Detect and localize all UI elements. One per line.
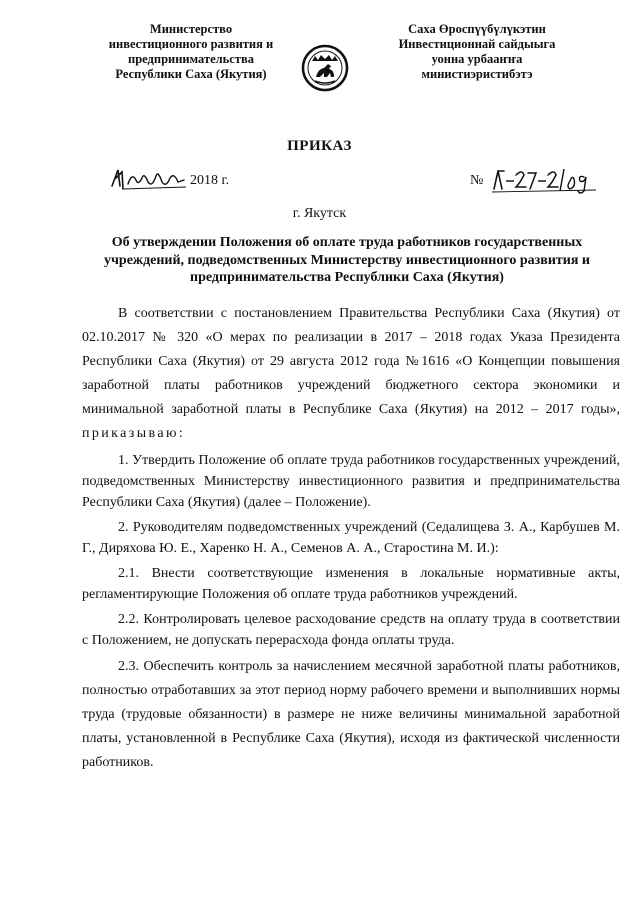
ministry-name-line: инвестиционного развития и xyxy=(108,37,274,51)
republic-emblem-icon xyxy=(301,44,349,92)
ministry-name-line: Саха Өроспүүбүлүкэтин xyxy=(408,22,546,36)
clause-1: 1. Утвердить Положение об оплате труда работников государственных учреждений, подведомственных Министерству инвестиционного развития и предпринимательства Республики Саха (Якутия) (далее – Положение). xyxy=(82,453,620,510)
clause-2-2: 2.2. Контролировать целевое расходование средств на оплату труда в соответствии с Положением, не допускать перерасхода фонда оплаты труда. xyxy=(82,612,620,648)
ministry-name-line: предпринимательства xyxy=(128,52,254,66)
clause-2: 2. Руководителям подведомственных учреждений (Седалищева З. А., Карбушев М. Г., Диряхова Ю. Е., Харенко Н. А., Семенов А. А., Старостина М. И.): xyxy=(82,520,620,556)
order-verb: приказываю: xyxy=(82,426,186,441)
ministry-name-yakut xyxy=(382,22,572,82)
ministry-name-line: министиэристибэтэ xyxy=(421,67,533,81)
order-body xyxy=(82,302,620,775)
order-year: 2018 г. xyxy=(190,173,230,188)
order-subject: Об утверждении Положения об оплате труда работников государственных учреждений, подведомственных Министерству инвестиционного развития и предпринимательства Республики Саха (Якутия) xyxy=(104,235,590,285)
ministry-name-line: Министерство xyxy=(149,22,233,36)
handwritten-number xyxy=(490,165,600,195)
ministry-name-line: Республики Саха (Якутия) xyxy=(115,67,267,81)
preamble-paragraph xyxy=(82,302,620,446)
ministry-name-russian xyxy=(96,22,286,82)
handwritten-date xyxy=(108,164,188,194)
ministry-name-line: Инвестиционнай сайдыыга xyxy=(398,37,556,51)
order-number xyxy=(470,165,620,195)
clause-2-1: 2.1. Внести соответствующие изменения в локальные нормативные акты, регламентирующие Положения об оплате труда работников учреждений. xyxy=(82,566,620,602)
city-name: г. Якутск xyxy=(292,206,347,221)
document-title: ПРИКАЗ xyxy=(287,138,352,154)
ministry-name-line: уонна урбааҥҥа xyxy=(431,52,523,66)
preamble-text: В соответствии с постановлением Правительства Республики Саха (Якутия) от 02.10.2017 № 320 «О мерах по реализации в 2017 – 2018 годах Указа Президента Республики Саха (Якутия) от 29 августа 2012 года №1616 «О Концепции повышения заработной платы работников учреждений бюджетного сектора экономики и минимальной заработной платы в Республике Саха (Якутия) на 2012 – 2017 годы», xyxy=(82,306,620,417)
clause-2-3: 2.3. Обеспечить контроль за начислением месячной заработной платы работников, полностью отработавших за этот период норму рабочего времени и выполнивших нормы труда (трудовые обязанности) в размере не ниже величины минимальной заработной платы, установленной в Республике Саха (Якутия), исходя из фактической численности работников. xyxy=(82,659,620,770)
number-sign: № xyxy=(470,173,484,188)
